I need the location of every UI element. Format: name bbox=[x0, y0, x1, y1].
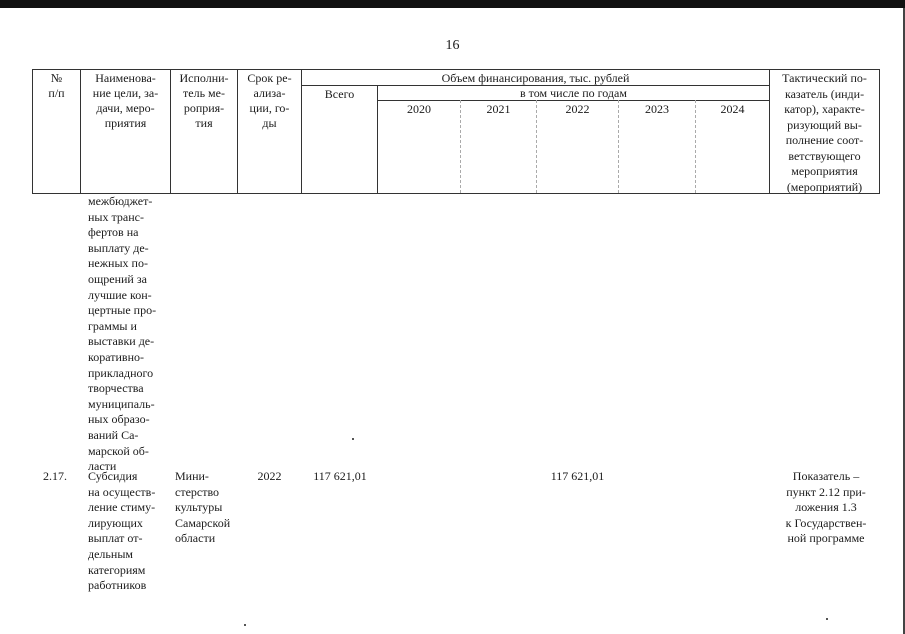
header-executor: Исполни- тель ме- роприя- тия bbox=[179, 71, 229, 130]
header-top-border bbox=[32, 69, 880, 70]
header-year-2020: 2020 bbox=[407, 102, 431, 116]
row-2-executor: Мини- стерство культуры Самарской области bbox=[175, 469, 231, 546]
scan-top-border bbox=[0, 0, 905, 8]
page-number: 16 bbox=[445, 38, 460, 53]
header-year-2021: 2021 bbox=[486, 102, 511, 116]
header-year-2023: 2023 bbox=[645, 102, 669, 116]
row-2-indicator: Показатель – пункт 2.12 при- ложения 1.3 к Государствен- ной программе bbox=[785, 469, 867, 546]
col-border-right bbox=[879, 69, 880, 194]
row-2-2022: 117 621,01 bbox=[550, 469, 605, 483]
row-1-name: межбюджет- ных транс- фертов на выплату де- нежных по- ощрений за лучшие кон- цертные про- граммы и выставки де- коративно- прикладного творчества муниципаль- ных образо- ваний Са- марской об- ласти bbox=[88, 194, 157, 474]
row-2-num: 2.17. bbox=[43, 469, 67, 483]
header-indicator: Тактический по- казатель (инди- катор), характе- ризующий вы- полнение соот- ветствующего мероприятия (мероприятий) bbox=[782, 71, 867, 194]
row-2-term: 2022 bbox=[257, 469, 282, 483]
scan-speck bbox=[826, 618, 828, 620]
scan-speck bbox=[244, 624, 246, 626]
header-name: Наименова- ние цели, за- дачи, меро- приятия bbox=[92, 71, 159, 130]
scan-speck bbox=[352, 438, 354, 440]
header-num: № п/п bbox=[48, 71, 65, 100]
header-year-2024: 2024 bbox=[720, 102, 745, 116]
header-year-2022: 2022 bbox=[565, 102, 590, 116]
row-2-name: Субсидия на осуществ- ление стиму- лирующих выплат от- дельным категориям работников bbox=[88, 469, 156, 593]
header-by-year: в том числе по годам bbox=[520, 86, 627, 100]
header-term: Срок ре- ализа- ции, го- ды bbox=[247, 71, 292, 130]
row-2-total: 117 621,01 bbox=[313, 469, 367, 483]
header-total: Всего bbox=[324, 87, 355, 101]
header-funding: Объем финансирования, тыс. рублей bbox=[441, 71, 630, 85]
